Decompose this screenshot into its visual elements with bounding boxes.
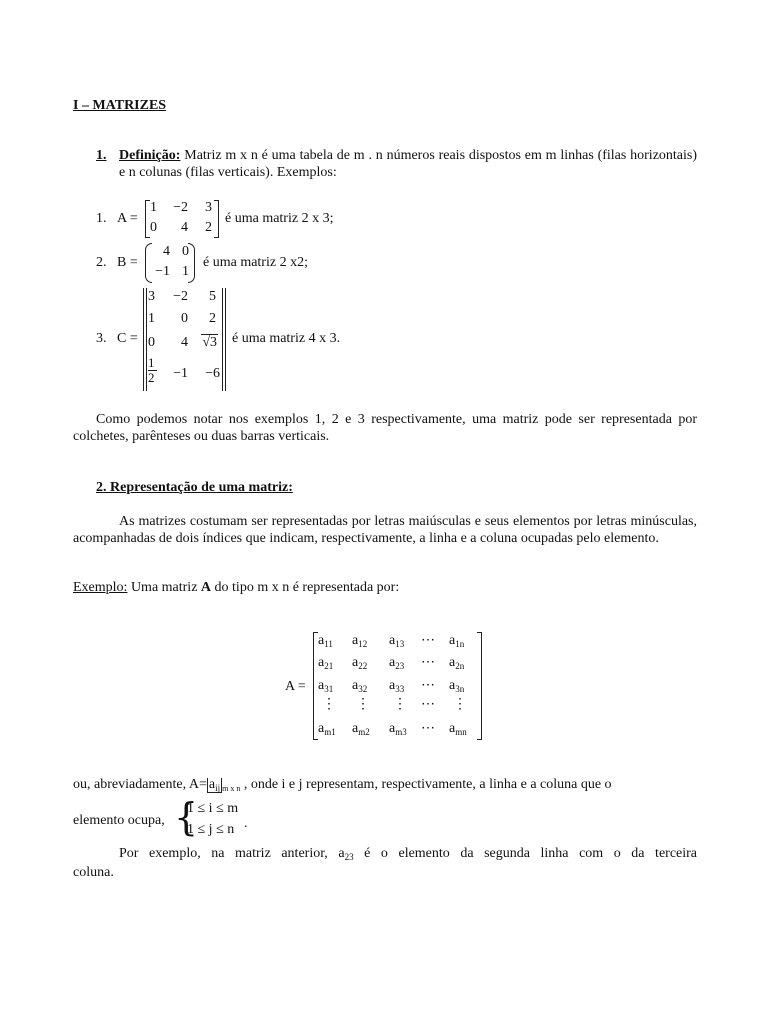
matrix-c-cell: 0 [148, 335, 155, 350]
matrix-a-cell: 2 [205, 220, 212, 235]
element-subscript: 1n [455, 639, 465, 649]
general-matrix-cell [352, 721, 370, 737]
general-matrix-right-bracket [477, 632, 482, 740]
condition-end: . [244, 816, 248, 831]
matrix-a-cell: 0 [150, 220, 157, 235]
element-subscript: m3 [395, 727, 407, 737]
matrix-a-cell: 1 [150, 200, 157, 215]
matrix-c-cell: −6 [205, 366, 220, 381]
element-subscript: 12 [358, 639, 368, 649]
element-subscript: 2n [455, 661, 465, 671]
general-matrix-cell [449, 633, 464, 649]
element-subscript: 32 [358, 684, 368, 694]
definition-text: Matriz m x n é uma tabela de m . n números reais dispostos em m linhas (filas horizontais) e n colunas (filas verticais). Exemplos: [119, 148, 698, 180]
example-bold-a: A [200, 580, 212, 595]
general-matrix-cell [318, 678, 333, 694]
general-matrix-cell [352, 655, 367, 671]
general-matrix-cell: ⋯ [421, 697, 435, 712]
matrix-c-cell: 5 [209, 289, 216, 304]
matrix-a-cell: −2 [173, 200, 188, 215]
general-matrix-cell [449, 678, 464, 694]
matrix-c-cell: 0 [181, 311, 188, 326]
element-letter: a [449, 633, 456, 648]
general-matrix-cell [389, 721, 407, 737]
element-letter: a [352, 633, 359, 648]
definition-label: Definição: [119, 148, 181, 163]
final-paragraph-line2: coluna. [73, 865, 114, 880]
matrix-c-right-bar-inner [222, 288, 223, 391]
example-2-number: 2. [96, 255, 107, 270]
abbrev-text-before: ou, abreviadamente, A= [73, 777, 207, 792]
general-matrix-cell [389, 633, 404, 649]
element-letter: a [389, 655, 396, 670]
abbreviation-line [73, 777, 612, 794]
fraction-denominator: 2 [148, 370, 155, 385]
general-matrix-cell: ⋮ [322, 697, 336, 712]
example-3-number: 3. [96, 331, 107, 346]
general-matrix-cell [352, 678, 367, 694]
final-text-after: é o elemento da segunda linha com o da terceira [364, 846, 698, 861]
abbrev-element-bracket [207, 778, 222, 793]
general-matrix-cell: ⋯ [421, 655, 435, 670]
general-matrix-cell: ⋮ [453, 697, 467, 712]
sqrt-value: √3 [202, 335, 217, 350]
general-matrix-cell [449, 655, 464, 671]
example-1-description: é uma matriz 2 x 3; [225, 211, 334, 226]
matrix-b-cell: 4 [163, 244, 170, 259]
final-paragraph-line1 [73, 846, 697, 863]
element-letter: a [449, 678, 456, 693]
element-subscript: 23 [395, 661, 405, 671]
matrix-c-cell: 4 [181, 335, 188, 350]
condition-2: 1 ≤ j ≤ n [187, 822, 235, 837]
abbrev-element-sub: ij [215, 783, 221, 793]
final-element-letter: a [338, 846, 345, 861]
matrix-b-right-paren [188, 243, 195, 283]
element-letter: a [318, 721, 325, 736]
element-letter: a [352, 655, 359, 670]
section-title: I – MATRIZES [73, 98, 167, 113]
final-text-before: Por exemplo, na matriz anterior, [119, 846, 328, 861]
matrix-b-cell: 0 [182, 244, 189, 259]
condition-1: 1 ≤ i ≤ m [187, 801, 239, 816]
matrix-b-cell: 1 [182, 264, 189, 279]
abbrev-element: a [208, 777, 216, 792]
example-1-number: 1. [96, 211, 107, 226]
fraction-numerator: 1 [148, 356, 157, 371]
matrix-c-cell: −1 [173, 366, 188, 381]
general-matrix-cell: ⋯ [421, 721, 435, 736]
matrix-a-cell: 3 [205, 200, 212, 215]
element-subscript: 21 [324, 661, 334, 671]
element-subscript: 31 [324, 684, 334, 694]
matrix-c-cell: 3 [148, 289, 155, 304]
general-matrix-cell [389, 655, 404, 671]
element-subscript: m2 [358, 727, 370, 737]
general-matrix-cell [449, 721, 467, 737]
general-matrix-cell [352, 633, 367, 649]
element-letter: a [318, 655, 325, 670]
general-matrix-cell: ⋯ [421, 678, 435, 693]
example-3-name: C = [117, 331, 138, 346]
matrix-c-left-bar-outer [143, 288, 144, 391]
example-1-name: A = [117, 211, 138, 226]
occupies-text: elemento ocupa, [73, 813, 165, 828]
matrix-c-left-bar-inner [146, 288, 147, 391]
element-subscript: 11 [324, 639, 333, 649]
general-matrix-name: A = [285, 679, 306, 694]
element-subscript: 3n [455, 684, 465, 694]
example-text-1: Uma matriz [130, 580, 198, 595]
general-matrix-cell [318, 721, 336, 737]
example-3-description: é uma matriz 4 x 3. [232, 331, 341, 346]
element-subscript: 13 [395, 639, 405, 649]
element-subscript: mn [455, 727, 467, 737]
matrix-c-cell: −2 [173, 289, 188, 304]
final-element-sub: 23 [344, 852, 354, 862]
matrix-a-right-bracket [214, 200, 219, 238]
general-matrix-cell [318, 633, 333, 649]
element-letter: a [389, 721, 396, 736]
general-matrix-cell: ⋮ [356, 697, 370, 712]
section-2-title: 2. Representação de uma matriz: [96, 480, 293, 495]
matrix-c-cell: 1 [148, 311, 155, 326]
example-line [73, 580, 399, 596]
matrix-c-cell: 2 [209, 311, 216, 326]
matrix-a-cell: 4 [181, 220, 188, 235]
matrix-c-cell-sqrt [196, 335, 218, 351]
abbrev-size-sub: m x n [222, 784, 241, 793]
general-matrix-cell: ⋯ [421, 633, 435, 648]
element-letter: a [352, 678, 359, 693]
element-letter: a [318, 678, 325, 693]
general-matrix-cell [318, 655, 333, 671]
abbrev-text-after: , onde i e j representam, respectivamente, a linha e a coluna que o [243, 777, 612, 792]
element-letter: a [449, 721, 456, 736]
representation-paragraph: As matrizes costumam ser representadas por letras maiúsculas e seus elementos por letras minúsculas, acompanhadas de dois índices que indicam, respectivamente, a linha e a coluna ocupadas pelo elemento. [73, 514, 697, 546]
definition-number: 1. [96, 148, 107, 163]
example-text-2: do tipo m x n é representada por: [214, 580, 400, 595]
notation-paragraph: Como podemos notar nos exemplos 1, 2 e 3 respectivamente, uma matriz pode ser representada por colchetes, parênteses ou duas barras verticais. [73, 412, 697, 444]
matrix-b-cell: −1 [155, 264, 170, 279]
example-2-name: B = [117, 255, 138, 270]
final-element [338, 846, 353, 861]
condition-brace: { [174, 795, 199, 839]
general-matrix-cell [389, 678, 404, 694]
element-letter: a [389, 678, 396, 693]
definition-paragraph [119, 148, 697, 181]
element-letter: a [449, 655, 456, 670]
matrix-c-right-bar-outer [225, 288, 226, 391]
matrix-c-cell-fraction [148, 356, 162, 385]
element-subscript: 22 [358, 661, 368, 671]
example-label: Exemplo: [73, 580, 128, 595]
element-subscript: m1 [324, 727, 336, 737]
element-subscript: 33 [395, 684, 405, 694]
general-matrix-cell: ⋮ [393, 697, 407, 712]
element-letter: a [389, 633, 396, 648]
example-2-description: é uma matriz 2 x2; [203, 255, 308, 270]
element-letter: a [318, 633, 325, 648]
element-letter: a [352, 721, 359, 736]
